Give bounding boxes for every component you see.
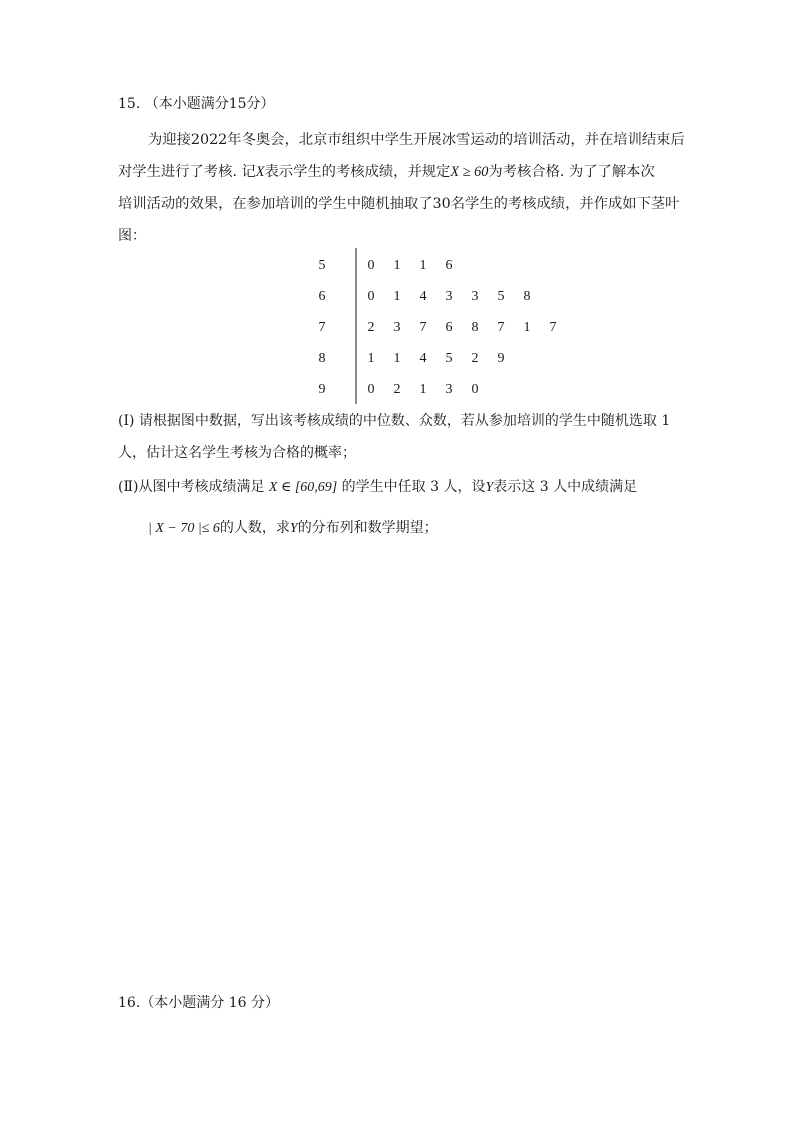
- leaf-value: 7: [497, 320, 505, 335]
- text-segment: 为考核合格. 为了了解本次: [488, 164, 655, 180]
- leaf-value: 3: [445, 289, 453, 304]
- variable-y: Y: [485, 480, 494, 495]
- leaf-value: 7: [419, 320, 427, 335]
- leaf-value: 1: [393, 289, 401, 304]
- q15-header: 15. （本小题满分15分）: [118, 96, 275, 112]
- variable-y: Y: [289, 521, 298, 536]
- leaf-value: 0: [367, 382, 375, 397]
- text-segment: 表示这 3 人中成绩满足: [493, 479, 638, 495]
- leaf-value: 1: [523, 320, 531, 335]
- q16-header: 16.（本小题满分 16 分）: [118, 995, 279, 1011]
- leaf-value: 6: [445, 320, 453, 335]
- q15-para-line-1: 为迎接2022年冬奥会，北京市组织中学生开展冰雪运动的培训活动，并在培训结束后: [148, 132, 685, 148]
- leaf-value: 1: [393, 258, 401, 273]
- leaf-value: 5: [445, 351, 453, 366]
- leaf-value: 0: [367, 289, 375, 304]
- abs-condition: | X − 70 |≤ 6: [148, 521, 220, 536]
- leaf-value: 5: [497, 289, 505, 304]
- leaf-value: 6: [445, 258, 453, 273]
- leaf-value: 4: [419, 351, 427, 366]
- stem-label: 9: [318, 382, 326, 397]
- q15-part1-line-1: (Ⅰ) 请根据图中数据，写出该考核成绩的中位数、众数，若从参加培训的学生中随机选取 1: [118, 413, 671, 429]
- leaf-value: 2: [367, 320, 375, 335]
- q15-para-line-3: 培训活动的效果，在参加培训的学生中随机抽取了30名学生的考核成绩，并作成如下茎叶: [118, 196, 680, 212]
- text-segment: 的人数，求: [219, 520, 290, 536]
- range-condition: X ∈ [60,69]: [268, 480, 338, 495]
- leaf-value: 8: [523, 289, 531, 304]
- leaf-value: 3: [445, 382, 453, 397]
- leaf-value: 0: [367, 258, 375, 273]
- q15-part2-line-2: [148, 519, 438, 538]
- q15-para-line-4: 图：: [118, 228, 146, 244]
- text-segment: 表示学生的考核成绩，并规定: [264, 164, 451, 180]
- stem-label: 7: [318, 320, 326, 335]
- leaf-value: 0: [471, 382, 479, 397]
- stem-label: 8: [318, 351, 326, 366]
- text-segment: 的分布列和数学期望；: [297, 520, 438, 536]
- leaf-value: 2: [393, 382, 401, 397]
- text-segment: (Ⅱ)从图中考核成绩满足: [118, 479, 265, 495]
- stem-label: 6: [318, 289, 326, 304]
- q15-part1-line-2: 人，估计这名学生考核为合格的概率；: [118, 445, 356, 461]
- leaf-value: 2: [471, 351, 479, 366]
- leaf-value: 8: [471, 320, 479, 335]
- text-segment: 对学生进行了考核. 记: [118, 164, 256, 180]
- leaf-value: 1: [367, 351, 375, 366]
- variable-x: X: [255, 164, 265, 180]
- leaf-value: 7: [549, 320, 557, 335]
- leaf-value: 9: [497, 351, 505, 366]
- q15-part2-line-1: [118, 478, 637, 497]
- pass-condition: X ≥ 60: [450, 164, 489, 180]
- leaf-value: 1: [419, 382, 427, 397]
- stem-label: 5: [318, 258, 326, 273]
- leaf-value: 3: [393, 320, 401, 335]
- leaf-value: 4: [419, 289, 427, 304]
- leaf-value: 1: [393, 351, 401, 366]
- leaf-value: 3: [471, 289, 479, 304]
- text-segment: 的学生中任取 3 人，设: [341, 479, 486, 495]
- leaf-value: 1: [419, 258, 427, 273]
